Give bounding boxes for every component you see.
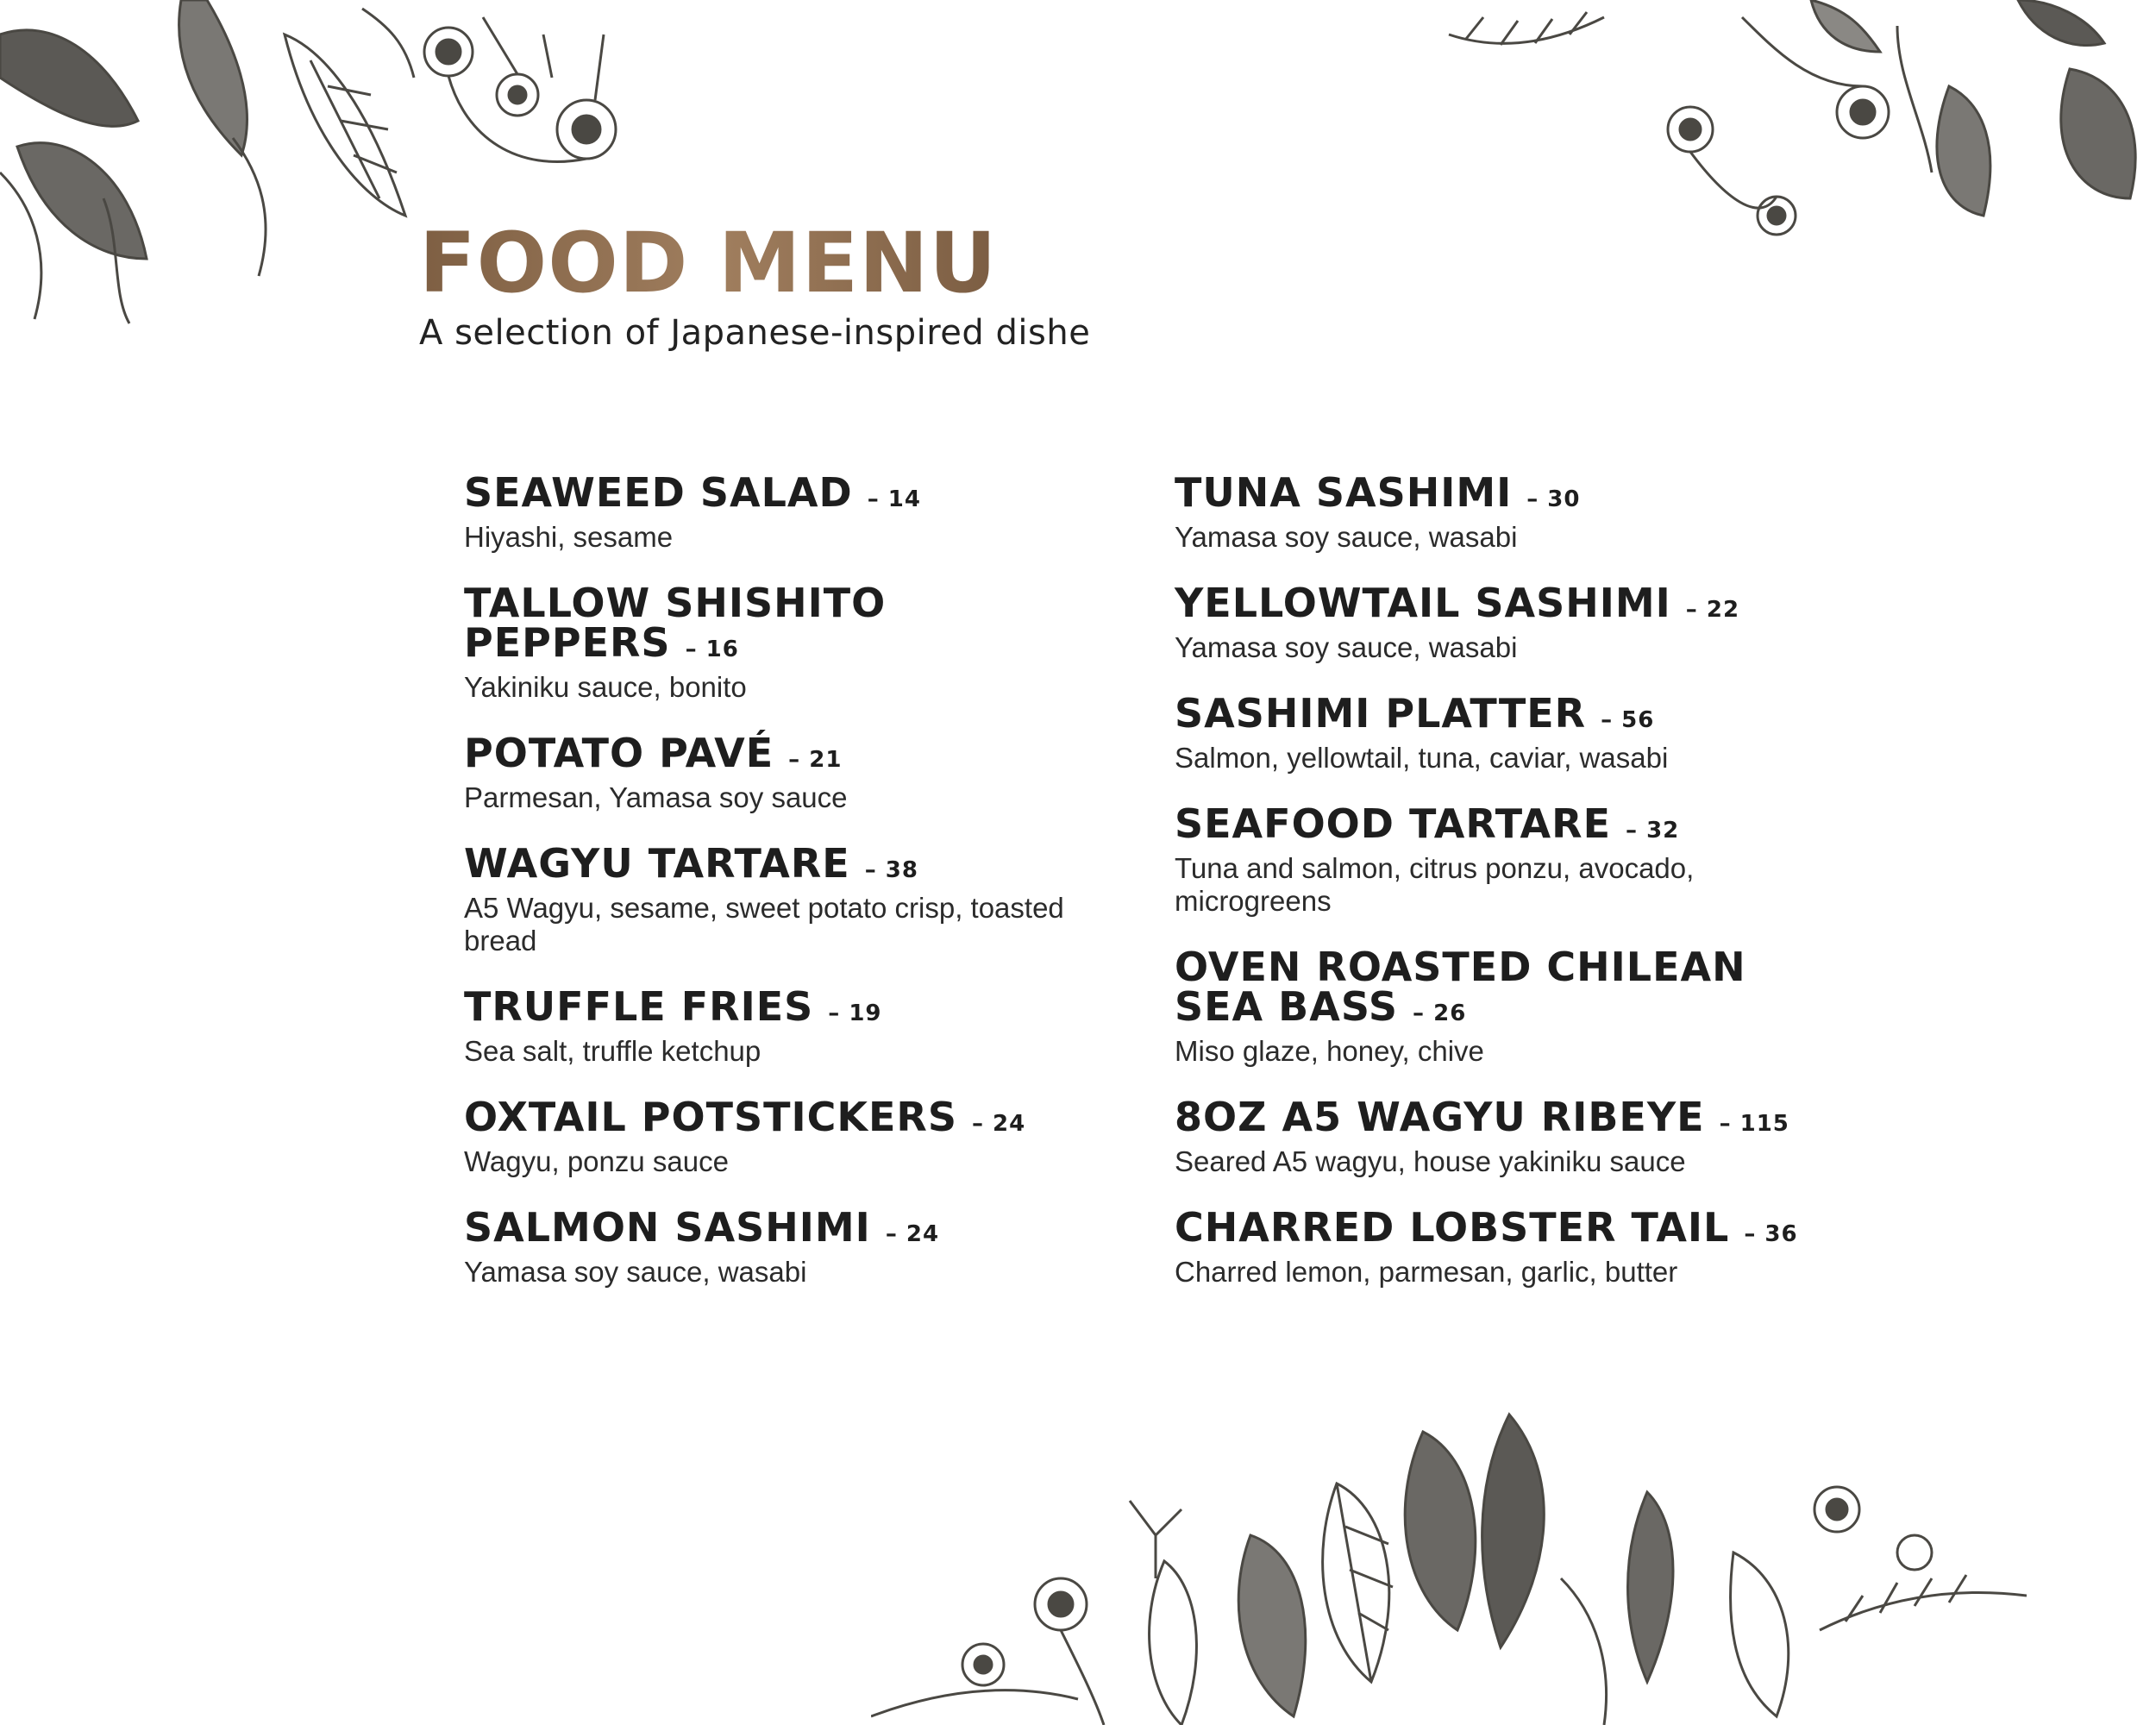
menu-item [464,840,1085,957]
item-description: Salmon, yellowtail, tuna, caviar, wasabi [1175,742,1669,774]
item-name: SEAFOOD TARTARE [1175,800,1611,847]
item-price: – 19 [828,1000,882,1026]
item-name-line [1175,580,1830,630]
item-name: SALMON SASHIMI [464,1204,871,1251]
item-name-line [1175,1204,1830,1254]
item-description: Wagyu, ponzu sauce [464,1145,729,1177]
item-description: Sea salt, truffle ketchup [464,1035,761,1067]
item-price: – 30 [1526,486,1581,512]
item-price: – 56 [1601,707,1655,733]
menu-item [1175,944,1830,1068]
item-name: TALLOW SHISHITO PEPPERS [464,580,887,666]
item-name: 8OZ A5 WAGYU RIBEYE [1175,1094,1705,1140]
menu-item [464,580,1085,704]
item-name-line [464,580,1085,669]
item-description: Parmesan, Yamasa soy sauce [464,781,848,813]
item-name: OXTAIL POTSTICKERS [464,1094,957,1140]
item-description: Yamasa soy sauce, wasabi [464,1256,807,1288]
item-price: – 21 [788,747,843,773]
item-name-line [464,1204,1085,1254]
item-description: Charred lemon, parmesan, garlic, butter [1175,1256,1678,1288]
item-name-line [1175,800,1830,850]
item-name-line [464,983,1085,1033]
menu-item [464,983,1085,1068]
menu-item [464,1094,1085,1178]
item-name: SASHIMI PLATTER [1175,690,1587,737]
item-description: A5 Wagyu, sesame, sweet potato crisp, toasted bread [464,892,1064,957]
menu-item [464,730,1085,814]
item-name: POTATO PAVÉ [464,730,774,776]
item-name: YELLOWTAIL SASHIMI [1175,580,1671,626]
menu-item [1175,469,1830,554]
menu-item [1175,1204,1830,1289]
item-price: – 24 [972,1111,1026,1137]
item-price: – 115 [1719,1111,1789,1137]
menu-header [419,215,1091,353]
item-price: – 22 [1685,597,1740,623]
menu-item [1175,800,1830,918]
item-description: Hiyashi, sesame [464,521,674,553]
item-price: – 36 [1744,1221,1798,1247]
item-name-line [1175,1094,1830,1144]
item-name: SEAWEED SALAD [464,469,853,516]
botanical-sketch-top-right [1414,0,2156,259]
item-name-line [464,1094,1085,1144]
menu-column-right [1175,469,1830,1318]
item-description: Yakiniku sauce, bonito [464,671,747,703]
menu-item [1175,580,1830,664]
botanical-sketch-bottom [871,1406,2027,1725]
item-name-line [1175,690,1830,740]
item-description: Tuna and salmon, citrus ponzu, avocado, microgreens [1175,852,1695,917]
menu-item [1175,690,1830,775]
item-name: OVEN ROASTED CHILEAN SEA BASS [1175,944,1746,1030]
item-description: Yamasa soy sauce, wasabi [1175,631,1518,663]
item-name: TUNA SASHIMI [1175,469,1513,516]
menu-column-left [464,469,1085,1318]
item-price: – 16 [685,637,739,662]
menu-item [464,469,1085,554]
item-name-line [464,840,1085,890]
item-description: Seared A5 wagyu, house yakiniku sauce [1175,1145,1686,1177]
item-price: – 32 [1626,818,1680,844]
menu-item [1175,1094,1830,1178]
item-name: TRUFFLE FRIES [464,983,814,1030]
item-description: Yamasa soy sauce, wasabi [1175,521,1518,553]
item-name-line [464,469,1085,519]
item-description: Miso glaze, honey, chive [1175,1035,1484,1067]
item-name: CHARRED LOBSTER TAIL [1175,1204,1730,1251]
item-price: – 14 [867,486,921,512]
item-name-line [464,730,1085,780]
item-name-line [1175,469,1830,519]
menu-title: FOOD MENU [419,220,1090,306]
item-name: WAGYU TARTARE [464,840,850,887]
item-price: – 38 [864,857,918,883]
item-name-line [1175,944,1830,1033]
menu-subtitle: A selection of Japanese-inspired dishe [419,313,1091,353]
menu-item [464,1204,1085,1289]
item-price: – 26 [1413,1000,1467,1026]
item-price: – 24 [885,1221,940,1247]
